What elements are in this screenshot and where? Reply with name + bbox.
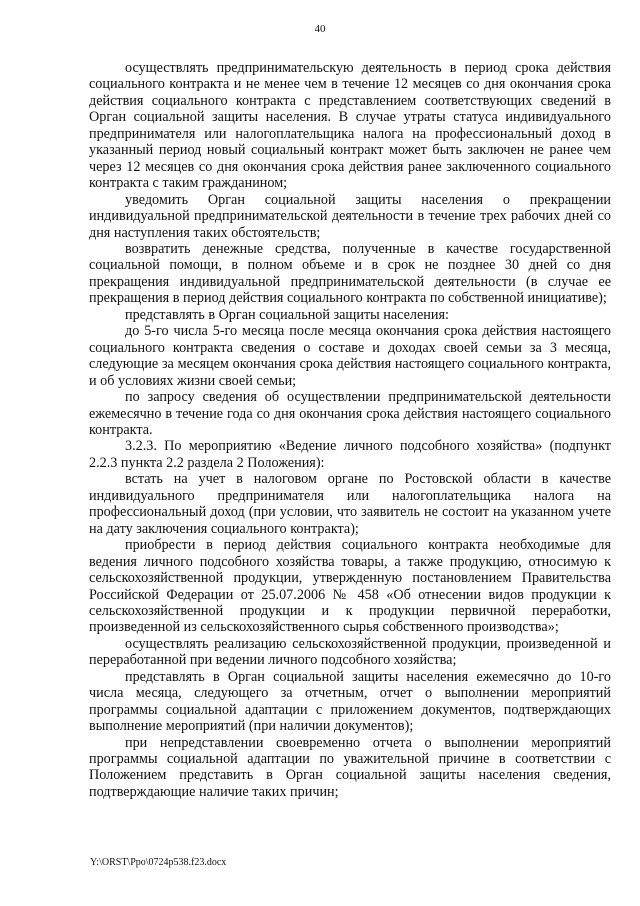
paragraph-return-funds: возвратить денежные средства, полученные в качестве государственной социальной помощи, в полном объеме и в срок не позднее 30 дней со дня прекращения индивидуальной предпринимательской деятельности (в случае ее прекращения в период действия социального контракта по собственной инициативе); — [89, 240, 611, 307]
paragraph-tax-registration: встать на учет в налоговом органе по Ростовской области в качестве индивидуального предпринимателя или налогоплательщика налога на профессиональный доход (при условии, что заявитель не состоит на указанном учете на дату заключения социального контракта); — [89, 471, 611, 537]
page-number: 40 — [314, 23, 326, 35]
footer-file-path: Y:\ORST\Ppo\0724p538.f23.docx — [90, 857, 227, 868]
paragraph-late-report: при непредставлении своевременно отчета о выполнении мероприятий программы социальной адаптации по уважительной причине в соответствии с Положением представить в Орган социальной защиты населения сведения, подтверждающие наличие таких причин; — [89, 734, 611, 800]
paragraph-entrepreneurship-obligation: осуществлять предпринимательскую деятельность в период срока действия социального контракта и не менее чем в течение 12 месяцев со дня окончания срока действия социального контракта с представлением соответствующих сведений в Орган социальной защиты населения. В случае утраты статуса индивидуального предпринимателя или налогоплательщика налога на профессиональный доход в указанный период новый социальный контракт может быть заключен не ранее чем через 12 месяцев со дня окончания срока действия ранее заключенного социального контракта с таким гражданином; — [89, 60, 611, 192]
paragraph-family-income-info: до 5-го числа 5-го месяца после месяца окончания срока действия настоящего социального контракта сведения о составе и доходах своей семьи за 3 месяца, следующие за месяцем окончания срока действия настоящего социального контракта, и об условиях жизни своей семьи; — [89, 323, 611, 389]
paragraph-notify-termination: уведомить Орган социальной защиты населения о прекращении индивидуальной предпринимательской деятельности в течение трех рабочих дней со дня наступления таких обстоятельств; — [89, 191, 611, 241]
paragraph-submit-heading: представлять в Орган социальной защиты населения: — [125, 306, 449, 323]
paragraph-clause-3-2-3: 3.2.3. По мероприятию «Ведение личного подсобного хозяйства» (подпункт 2.2.3 пункта 2.2 раздела 2 Положения): — [89, 438, 611, 471]
paragraph-monthly-report: представлять в Орган социальной защиты населения ежемесячно до 10-го числа месяца, следующего за отчетным, отчет о выполнении мероприятий программы социальной адаптации с приложением документов, подтверждающих выполнение мероприятий (при наличии документов); — [89, 668, 611, 735]
paragraph-sell-products: осуществлять реализацию сельскохозяйственной продукции, произведенной и переработанной при ведении личного подсобного хозяйства; — [89, 635, 611, 669]
document-body — [89, 60, 611, 800]
paragraph-acquire-goods: приобрести в период действия социального контракта необходимые для ведения личного подсобного хозяйства товары, а также продукцию, относимую к сельскохозяйственной продукции, утвержденную постановлением Правительства Российской Федерации от 25.07.2006 № 458 «Об отнесении видов продукции к сельскохозяйственной продукции и к продукции первичной переработки, произведенной из сельскохозяйственного сырья собственного производства»; — [89, 537, 611, 636]
paragraph-request-info: по запросу сведения об осуществлении предпринимательской деятельности ежемесячно в течение года со дня окончания срока действия настоящего социального контракта. — [89, 389, 611, 438]
